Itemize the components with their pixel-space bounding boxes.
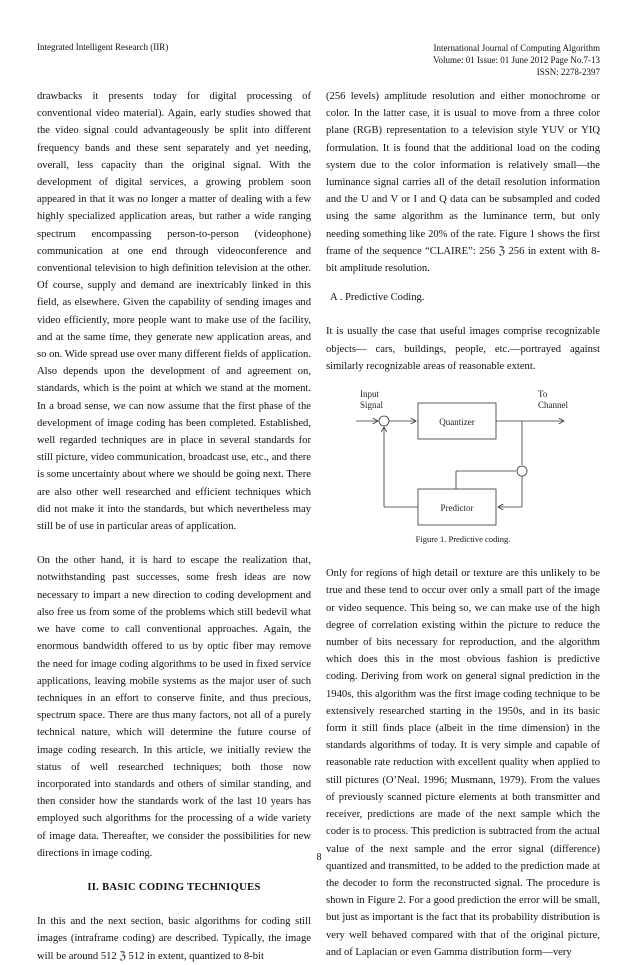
figure-caption: Figure 1. Predictive coding. [415,534,511,545]
adder-node [517,466,527,476]
page-number: 8 [316,852,322,863]
paragraph: Only for regions of high detail or texture are this unlikely to be true and these tend to occur over only a small part of the image or video sequence. This being so, we can make use of the high degree of correlation existing within the picture to reduce the number of bits necessary for reproduction, and the algorithm which does this in the most obvious fashion is predictive coding. Deriving from work on general signal prediction in the 1940s, this algorithm was the first image coding technique to be extensively researched starting in the 1950s, and in its basic form it still finds place (albeit in the time dimension) in the standards algorithms of today. It is very simple and capable of reasonable rate reduction with excellent quality when applied to still pictures (O’Neal. 1996; Musmann, 1979). From the values of previously scanned picture elements at both transmitter and receiver, predictions are made of the next sample which the coder is to process. This prediction is subtracted from the actual value of the next sample and the error signal (difference) quantized and transmitted, to be added to the prediction made at the decoder to form the reconstructed signal. The procedure is shown in Figure 2. For a good prediction the error will be small, but just as important is the fact that its probability distribution is very well behaved compared with that of the original picture, and of Laplacian or even Gamma distribution form—very [326,568,600,958]
signal-label: Signal [360,400,384,411]
channel-label: Channel [538,400,568,411]
input-label: Input [360,389,379,400]
issn: ISSN: 2278-2397 [536,67,600,77]
left-column [37,88,311,965]
journal-title: International Journal of Computing Algorithm [433,43,600,53]
paragraph: On the other hand, it is hard to escape the realization that, notwithstanding past successes, some fresh ideas are now necessary to impart a new direction to coding development and also free us from some of the problems which still bedevil what we have come to call conventional approaches. Again, the enormous bandwidth offered to us by optic fiber may remove the need for image coding algorithms to be used in fixed service applications, leaving mobile systems as the major user of such techniques in an effort to conserve finite, and thus precious, spectrum space. There are thus many factors, not all of a purely technical nature, which will determine the future course of image coding research. In this article, we initially review the status of well researched techniques; both those now incorporated into standards and others of similar standing, and then consider how the standards work of the last 10 years has employed such algorithms for the processing of a wide variety of image data. Thereafter, we consider the possibilities for new directions in image coding. [37,555,311,859]
paragraph: It is usually the case that useful images comprise recognizable objects— cars, buildings, people, etc.—portrayed against similarly recognizable areas of reasonable extent. [326,326,600,372]
paragraph: In this and the next section, basic algorithms for coding still images (intraframe coding) are described. Typically, the image will be around 512 ℨ 512 in extent, quantized to 8-bit [37,916,311,962]
predictive-coding-figure [326,379,600,529]
right-column [326,88,600,961]
paragraph: drawbacks it presents today for digital processing of conventional video material). Again, early studies showed that the video signal could advantageously be split into different frequency bands and these sent separately and yet needing, overall, less capacity than the original signal. With the development of digital services, a growing problem soon appeared in that it was no longer a matter of dealing with a few highly specialized application areas, but rather a wide ranging spectrum encompassing person-to-person (videophone) communication at one end through videoconference and conventional television to high definition television at the other. Of course, supply and demand are inextricably linked in this field, as elsewhere. Given the capability of sending images and video efficiently, more people want to make use of the facility, and at the same time, they generate new application areas, and so on. Wide spread use over many different fields of application. Also depends upon the development of and agreement on, standards, which is the point at which we stand at the moment. In a broad sense, we can now assume that the first phase of the development of image coding has been completed. Established, well regarded techniques are in place in several standards for still picture, video communication, broadcast use, etc., and there is some uncertainty about where we should be going next. There are also other well researched and efficient techniques which did not make it into the standards, but which nevertheless may still be of use in particular areas of application. [37,91,311,533]
journal-source-header: Integrated Intelligent Research (IIR) [37,42,169,52]
journal-info-header [433,42,600,78]
section-heading: II. BASIC CODING TECHNIQUES [87,881,261,893]
subtractor-node [379,416,389,426]
predictor-label: Predictor [440,503,474,514]
predictive-coding-diagram [326,379,600,529]
paragraph: (256 levels) amplitude resolution and either monochrome or color. In the latter case, it is usual to move from a three color plane (RGB) representation to a television style YUV or YIQ formulation. It is found that the additional load on the coding system due to the color information is relatively small—the luminance signal carries all of the detail resolution information and the U and V or I and Q data can be subsampled and coded using the same algorithm as the luminance term, but only needing something like 20% of the rate. Figure 1 shows the first frame of the sequence “CLAIRE”: 256 ℨ 256 in extent with 8-bit amplitude resolution. [326,91,600,275]
quantizer-label: Quantizer [439,417,475,428]
to-label: To [538,389,548,400]
volume-issue-pages: Volume: 01 Issue: 01 June 2012 Page No.7-13 [433,55,600,65]
subsection-heading: A . Predictive Coding. [330,292,425,304]
